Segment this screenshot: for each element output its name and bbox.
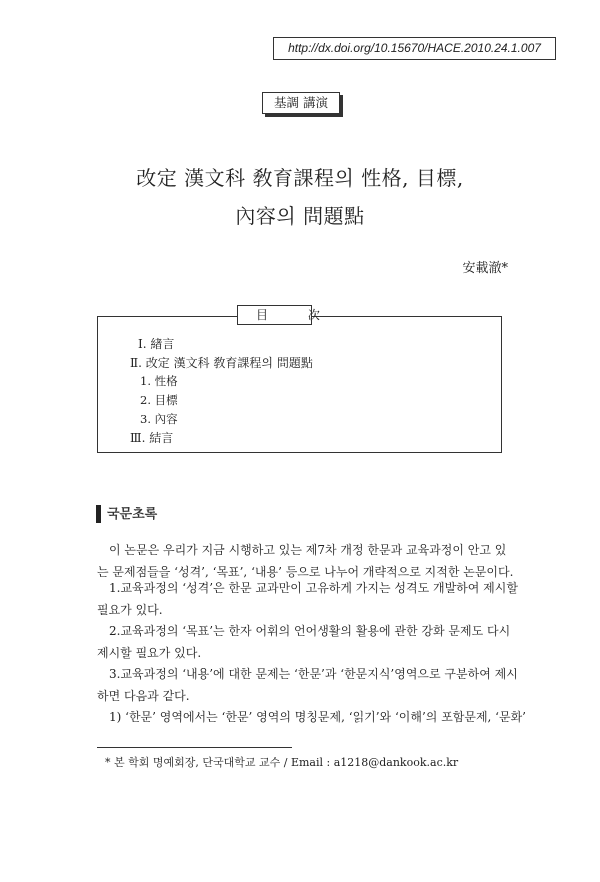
abstract-heading: 국문초록 [96, 505, 157, 523]
abstract-p1-line1: 이 논문은 우리가 지금 시행하고 있는 제7차 개정 한문과 교육과정이 안고 있 [109, 543, 507, 557]
abstract-p4-line1: 3.교육과정의 ‘내용’에 대한 문제는 ‘한문’과 ‘한문지식’영역으로 구분하여 제시 [109, 667, 518, 681]
footnote-divider [97, 747, 292, 748]
toc-item-intro: Ⅰ. 緖言 [138, 337, 175, 351]
abstract-p1-line2: 는 문제점들을 ‘성격’, ‘목표’, ‘내용’ 등으로 나누어 개략적으로 지적한 논문이다. [97, 564, 514, 579]
abstract-p5-line1: 1) ‘한문’ 영역에서는 ‘한문’ 영역의 명칭문제, ‘읽기’와 ‘이해’의 포함문제, ‘문화’ [109, 710, 526, 724]
abstract-p4-line2: 하면 다음과 같다. [97, 688, 190, 703]
abstract-p3-line1: 2.교육과정의 ‘목표’는 한자 어휘의 언어생활의 활용에 관한 강화 문제도 다시 [109, 624, 511, 638]
author-footnote: * 본 학회 명예회장, 단국대학교 교수 / Email : a1218@dankook.ac.kr [105, 756, 459, 769]
abstract-paragraph-3 [97, 621, 511, 664]
abstract-p2-line1: 1.교육과정의 ‘성격’은 한문 교과만이 고유하게 가지는 성격도 개발하여 제시할 [109, 581, 518, 595]
abstract-p3-line2: 제시할 필요가 있다. [97, 645, 202, 660]
abstract-paragraph-2 [97, 578, 518, 621]
abstract-p2-line2: 필요가 있다. [97, 602, 163, 617]
paper-title-line-1: 改定 漢文科 敎育課程의 性格, 目標, [136, 166, 464, 190]
abstract-paragraph-1 [97, 540, 514, 583]
toc-item-content: 3. 內容 [140, 412, 178, 426]
toc-item-goals: 2. 目標 [140, 393, 178, 407]
toc-item-conclusion: Ⅲ. 結言 [130, 431, 174, 445]
author-name: 安載澈* [462, 261, 508, 276]
toc-item-problems: Ⅱ. 改定 漢文科 敎育課程의 問題點 [130, 356, 313, 370]
toc-label: 目 次 [237, 305, 312, 325]
paper-title-line-2: 內容의 問題點 [235, 204, 365, 228]
section-tag: 基調 講演 [262, 92, 340, 114]
doi-link[interactable]: http://dx.doi.org/10.15670/HACE.2010.24.1.007 [273, 37, 556, 60]
toc-item-nature: 1. 性格 [140, 374, 178, 388]
abstract-paragraph-4 [97, 664, 518, 707]
abstract-paragraph-5 [97, 707, 526, 729]
